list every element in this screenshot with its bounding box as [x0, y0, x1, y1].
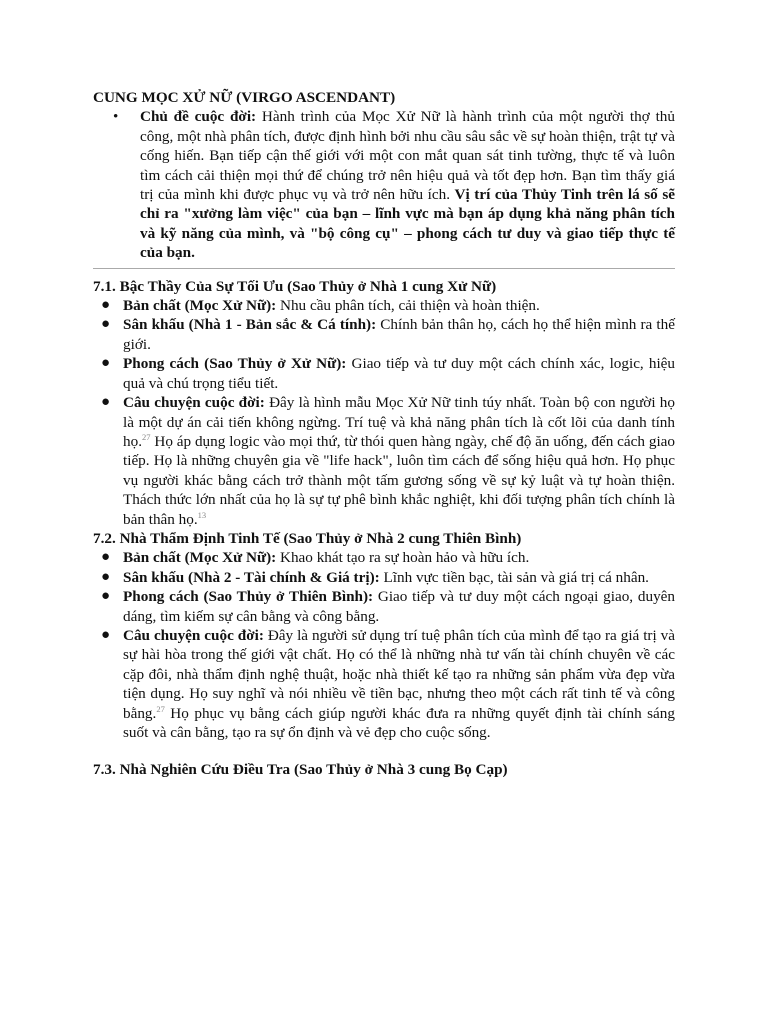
- section-heading-7-2: 7.2. Nhà Thẩm Định Tinh Tế (Sao Thủy ở Nhà 2 cung Thiên Bình): [93, 529, 522, 547]
- bullet-icon: ●: [101, 588, 111, 605]
- footnote-ref[interactable]: 27: [141, 431, 151, 442]
- document-title: CUNG MỌC XỬ NỮ (VIRGO ASCENDANT): [93, 89, 396, 106]
- list-item: [93, 568, 675, 587]
- item-label: Phong cách (Sao Thủy ở Thiên Bình):: [123, 588, 374, 606]
- section-7-1-list: [93, 296, 675, 529]
- list-item: [93, 296, 675, 315]
- list-item: [93, 393, 675, 529]
- section-heading-7-1: 7.1. Bậc Thầy Của Sự Tối Ưu (Sao Thủy ở Nhà 1 cung Xử Nữ): [93, 277, 497, 295]
- item-text-continued: Họ phục vụ bằng cách giúp người khác đưa ra những quyết định tài chính sáng suốt và cân bằng, tạo ra sự ổn định và vẻ đẹp cho cuộc sống.: [123, 704, 675, 741]
- bullet-icon: •: [113, 108, 119, 126]
- item-text: Nhu cầu phân tích, cải thiện và hoàn thiện.: [276, 297, 540, 315]
- item-label: Sân khấu (Nhà 1 - Bản sắc & Cá tính):: [123, 316, 377, 334]
- item-label: Phong cách (Sao Thủy ở Xử Nữ):: [123, 355, 347, 373]
- section-7-2-list: [93, 548, 675, 742]
- intro-bold-text: Vị trí của Thủy Tinh trên lá số sẽ chỉ ra "xưởng làm việc" của bạn – lĩnh vực mà bạn áp dụng khả năng phân tích và kỹ năng của mình, và "bộ công cụ" – phong cách tư duy và giao tiếp thực tế của bạn.: [140, 186, 675, 262]
- list-item: [93, 587, 675, 626]
- item-label: Bản chất (Mọc Xử Nữ):: [123, 297, 277, 315]
- bullet-icon: ●: [101, 297, 111, 314]
- bullet-icon: ●: [101, 355, 111, 372]
- item-text: Chính bản thân họ, cách họ thể hiện mình ra thế giới.: [123, 316, 675, 353]
- item-text: Đây là hình mẫu Mọc Xử Nữ tinh túy nhất. Toàn bộ con người họ là một dự án cải tiến không ngừng. Trí tuệ và khả năng phân tích là cốt lõi của danh tính họ.: [123, 394, 675, 450]
- intro-text: Hành trình của Mọc Xử Nữ là hành trình của một người thợ thủ công, một nhà phân tích, được định hình bởi nhu cầu sâu sắc về sự hoàn thiện, trật tự và cống hiến. Bạn tiếp cận thế giới với một con mắt quan sát tinh tường, thực tế và luôn tìm cách cải thiện mọi thứ để chúng trở nên hiệu quả và tốt đẹp hơn. Bạn tìm thấy giá trị của mình khi được phục vụ và trở nên hữu ích.: [140, 108, 675, 204]
- item-text: Giao tiếp và tư duy một cách ngoại giao, duyên dáng, tìm kiếm sự cân bằng và công bằng.: [123, 588, 675, 625]
- item-label: Bản chất (Mọc Xử Nữ):: [123, 549, 277, 567]
- item-label: Sân khấu (Nhà 2 - Tài chính & Giá trị):: [123, 568, 380, 586]
- footnote-ref[interactable]: 13: [197, 509, 207, 520]
- item-label: Câu chuyện cuộc đời:: [123, 394, 265, 412]
- item-text: Khao khát tạo ra sự hoàn hảo và hữu ích.: [276, 549, 530, 567]
- list-item: [93, 354, 675, 393]
- intro-bullet: [93, 107, 675, 262]
- list-item: [93, 626, 675, 742]
- bullet-icon: ●: [101, 568, 111, 585]
- section-heading-7-3: 7.3. Nhà Nghiên Cứu Điều Tra (Sao Thủy ở Nhà 3 cung Bọ Cạp): [93, 761, 508, 779]
- horizontal-divider: [93, 268, 675, 269]
- footnote-ref[interactable]: 27: [156, 703, 165, 714]
- item-text-continued: Họ áp dụng logic vào mọi thứ, từ thói quen hàng ngày, chế độ ăn uống, đến cách giao tiếp. Họ là những chuyên gia về "life hack", luôn tìm cách để sống hiệu quả hơn. Họ phục vụ người khác bằng cách trở thành một tấm gương sống về sự kỷ luật và tự hoàn thiện. Thách thức lớn nhất của họ là sự tự phê bình khắc nghiệt, khi đối tượng phân tích chính là bản thân họ.: [123, 432, 675, 528]
- bullet-icon: ●: [101, 626, 111, 643]
- item-label: Câu chuyện cuộc đời:: [123, 626, 264, 644]
- item-text: Giao tiếp và tư duy một cách chính xác, logic, hiệu quả và chú trọng tiểu tiết.: [123, 355, 676, 392]
- bullet-icon: ●: [101, 549, 111, 566]
- intro-label: Chủ đề cuộc đời:: [140, 108, 257, 126]
- document-page: [93, 88, 675, 780]
- list-item: [93, 315, 675, 354]
- list-item: [93, 548, 675, 567]
- bullet-icon: ●: [101, 394, 111, 411]
- item-text: Lĩnh vực tiền bạc, tài sản và giá trị cá nhân.: [379, 568, 649, 586]
- bullet-icon: ●: [101, 316, 111, 333]
- item-text: Đây là người sử dụng trí tuệ phân tích của mình để tạo ra giá trị và sự hài hòa trong thế giới vật chất. Họ có thể là những nhà tư vấn tài chính chuyên về các cặp đôi, nhà thẩm định nghệ thuật, hoặc nhà thiết kế tạo ra những sản phẩm vừa đẹp vừa tiện dụng. Họ suy nghĩ và nói nhiều về tiền bạc, nhưng theo một cách rất tinh tế và công bằng.: [123, 626, 675, 722]
